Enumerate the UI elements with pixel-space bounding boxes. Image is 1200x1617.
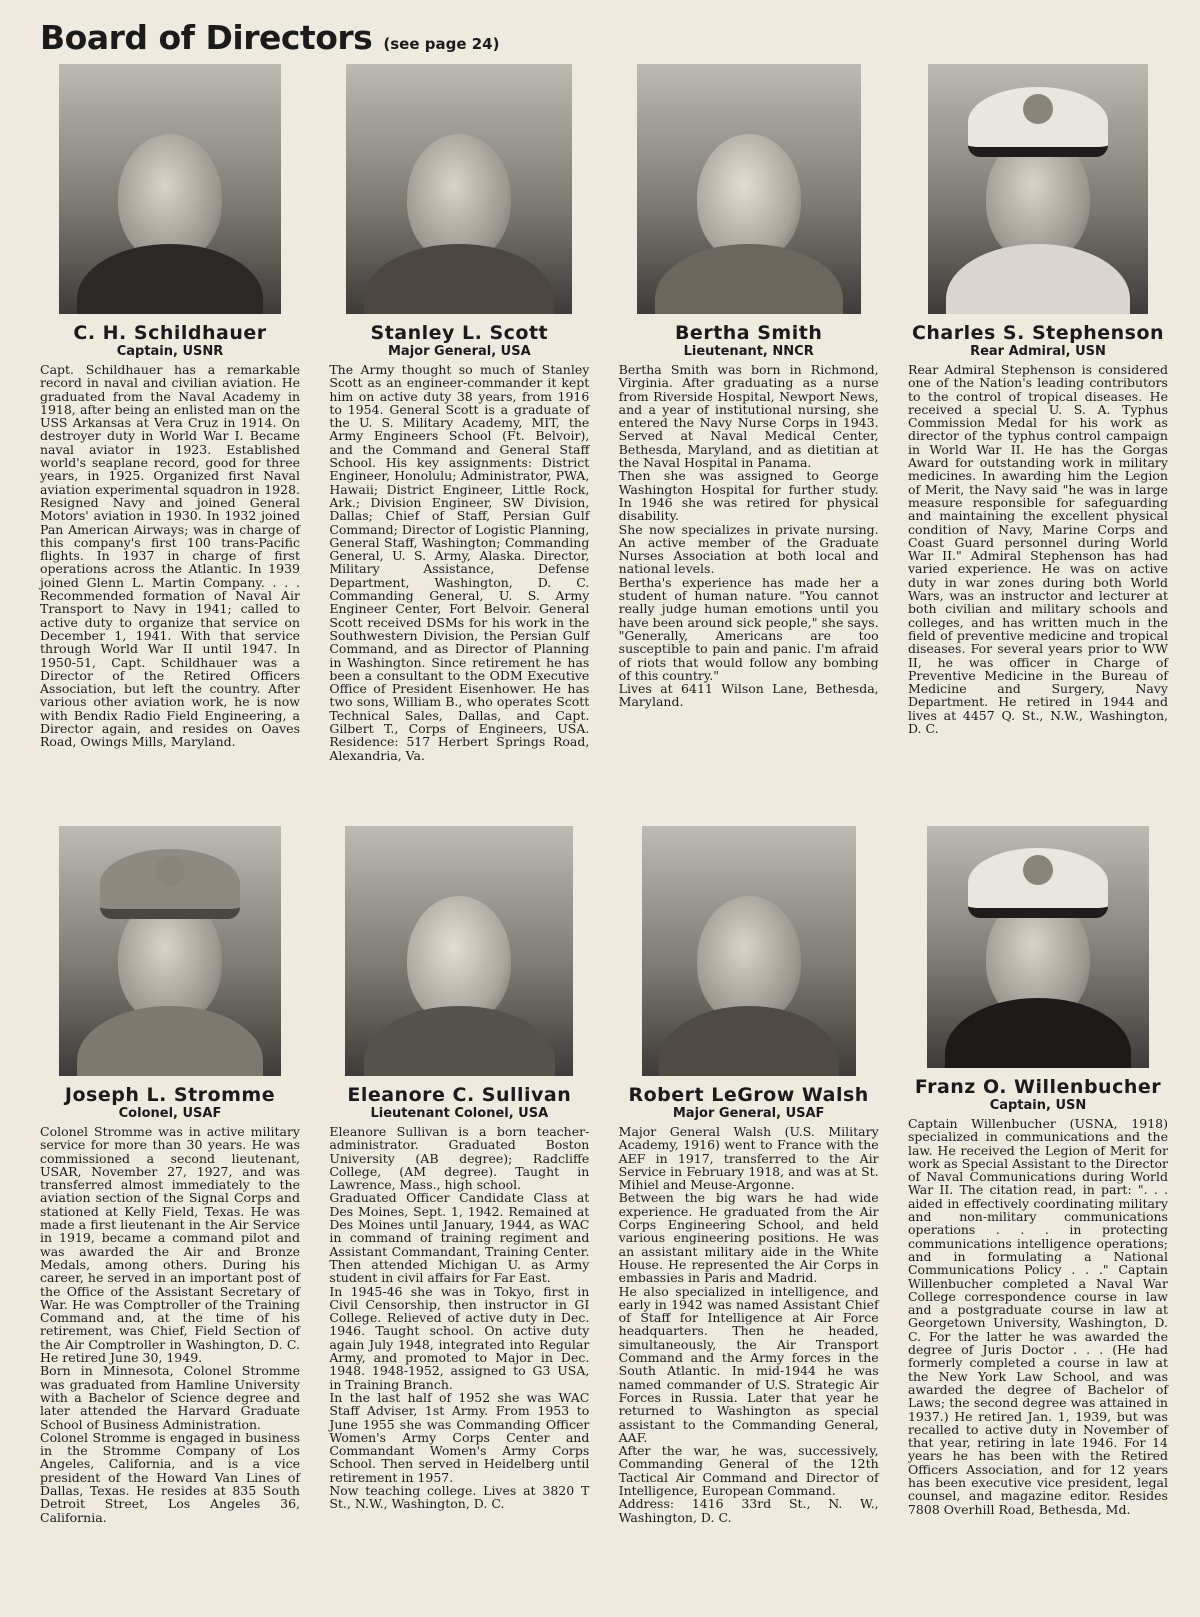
portrait-photo (345, 826, 573, 1076)
director-bio: Colonel Stromme was in active military service for more than 30 years. He was commissioned a second lieutenant, USAR, November 27, 1927, and was transferred almost immediately to the aviation section of the Signal Corps and stationed at Kelly Field, Texas. He was made a first lieutenant in the Air Service in 1919, became a command pilot and was awarded the Air and Bronze Medals, among others. During his career, he served in an important post of the Office of the Assistant Secretary of War. He was Comptroller of the Training Command and, at the time of his retirement, was Chief, Field Section of the Air Comptroller in Washington, D. C. He retired June 30, 1949. Born in Minnesota, Colonel Stromme was graduated from Hamline University with a Bachelor of Science degree and later attended the Harvard Graduate School of Business Administration. Colonel Stromme is engaged in business in the Stromme Company of Los Angeles, California, and is a vice president of the Howard Van Lines of Dallas, Texas. He resides at 835 South Detroit Street, Los Angeles 36, California. (40, 1124, 300, 1525)
director-name: Stanley L. Scott (370, 322, 549, 344)
director-card (619, 826, 879, 1524)
director-name: C. H. Schildhauer (73, 322, 267, 344)
director-bio: Capt. Schildhauer has a remarkable record in naval and civilian aviation. He graduated from the Naval Academy in 1918, after being an enlisted man on the USS Arkansas at Vera Cruz in 1914. On destroyer duty in World War I. Became naval aviator in 1923. Established world's seaplane record, good for three years, in 1925. Organized first Naval aviation experimental squadron in 1928. Resigned Navy and joined General Motors' aviation in 1930. In 1932 joined Pan American Airways; was in charge of this company's first 100 trans-Pacific flights. In 1937 in charge of first operations across the Atlantic. In 1939 joined Glenn L. Martin Company. . . . Recommended formation of Naval Air Transport to Navy in 1941; called to active duty to organize that service on December 1, 1941. With that service through World War II until 1947. In 1950-51, Capt. Schildhauer was a Director of the Retired Officers Association, but left the country. After various other aviation work, he is now with Bendix Radio Field Engineering, a Director again, and resides on Oaves Road, Owings Mills, Maryland. (40, 362, 300, 750)
director-card (329, 64, 589, 762)
director-name: Joseph L. Stromme (64, 1084, 276, 1106)
director-name: Franz O. Willenbucher (914, 1076, 1162, 1098)
director-bio: Rear Admiral Stephenson is considered one of the Nation's leading contributors to the control of tropical diseases. He received a special U. S. A. Typhus Commission Medal for his work as director of the typhus control campaign in World War II. He has the Gorgas Award for outstanding work in military medicines. In awarding him the Legion of Merit, the Navy said "he was in large measure responsible for safeguarding and maintaining the excellent physical condition of Navy, Marine Corps and Coast Guard personnel during World War II." Admiral Stephenson has had varied experience. He was on active duty in war zones during both World Wars, was an instructor and lecturer at both civilian and military schools and colleges, and has written much in the field of preventive medicine and tropical diseases. For several years prior to WW II, he was officer in Charge of Preventive Medicine in the Bureau of Medicine and Surgery, Navy Department. He retired in 1944 and lives at 4457 Q. St., N.W., Washington, D. C. (907, 362, 1168, 737)
portrait-photo (346, 64, 572, 314)
director-rank: Captain, USN (989, 1098, 1087, 1113)
director-rank: Major General, USA (387, 344, 531, 359)
director-rank: Rear Admiral, USN (970, 344, 1106, 359)
director-card (619, 64, 879, 762)
director-card (40, 826, 300, 1524)
portrait-photo (59, 64, 281, 314)
page-reference: (see page 24) (383, 35, 500, 53)
portrait-photo (637, 64, 861, 314)
director-card (329, 826, 589, 1524)
director-name: Bertha Smith (674, 322, 823, 344)
director-rank: Lieutenant, NNCR (683, 344, 814, 359)
director-name: Charles S. Stephenson (911, 322, 1165, 344)
director-rank: Captain, USNR (116, 344, 224, 359)
director-name: Eleanore C. Sullivan (347, 1084, 572, 1106)
director-bio: Eleanore Sullivan is a born teacher-administrator. Graduated Boston University (AB degree); Radcliffe College, (AM degree). Taught in Lawrence, Mass., high school. Graduated Officer Candidate Class at Des Moines, Sept. 1, 1942. Remained at Des Moines until January, 1944, as WAC in command of training regiment and Assistant Commandant, Training Center. Then attended Michigan U. as Army student in civil affairs for Far East. In 1945-46 she was in Tokyo, first in Civil Censorship, then instructor in GI College. Relieved of active duty in Dec. 1946. Taught school. On active duty again July 1948, integrated into Regular Army, and promoted to Major in Dec. 1948. 1948-1952, assigned to G3 USA, in Training Branch. In the last half of 1952 she was WAC Staff Adviser, 1st Army. From 1953 to June 1955 she was Commanding Officer Women's Army Corps Center and Commandant Women's Army Corps School. Then served in Heidelberg until retirement in 1957. Now teaching college. Lives at 3820 T St., N.W., Washington, D. C. (329, 1124, 590, 1512)
director-rank: Colonel, USAF (118, 1106, 222, 1121)
portrait-photo (642, 826, 856, 1076)
director-name: Robert LeGrow Walsh (628, 1084, 869, 1106)
portrait-photo (927, 826, 1149, 1068)
director-card (40, 64, 300, 762)
director-rank: Lieutenant Colonel, USA (370, 1106, 549, 1121)
director-rank: Major General, USAF (672, 1106, 825, 1121)
directors-row-top (40, 64, 1168, 762)
portrait-photo (59, 826, 281, 1076)
director-bio: Bertha Smith was born in Richmond, Virginia. After graduating as a nurse from Riverside Hospital, Newport News, and a year of institutional nursing, she entered the Navy Nurse Corps in 1943. Served at Naval Medical Center, Bethesda, Maryland, and as dietitian at the Naval Hospital in Panama. Then she was assigned to George Washington Hospital for further study. In 1946 she was retired for physical disability. She now specializes in private nursing. An active member of the Graduate Nurses Association at both local and national levels. Bertha's experience has made her a student of human nature. "You cannot really judge human emotions until you have been around sick people," she says. "Generally, Americans are too susceptible to pain and panic. I'm afraid of riots that would follow any bombing of this country." Lives at 6411 Wilson Lane, Bethesda, Maryland. (618, 362, 879, 710)
director-card (908, 64, 1168, 762)
director-bio: Major General Walsh (U.S. Military Academy, 1916) went to France with the AEF in 1917, transferred to the Air Service in February 1918, and was at St. Mihiel and Meuse-Argonne. Between the big wars he had wide experience. He graduated from the Air Corps Engineering School, and held various engineering positions. He was an assistant military aide in the White House. He represented the Air Corps in embassies in Paris and Madrid. He also specialized in intelligence, and early in 1942 was named Assistant Chief of Staff for Intelligence at Air Force headquarters. Then he headed, simultaneously, the Air Transport Command and the Army forces in the South Atlantic. In mid-1944 he was named commander of U.S. Strategic Air Forces in Russia. Later that year he returned to Washington as special assistant to the Commanding General, AAF. After the war, he was, successively, Commanding General of the 12th Tactical Air Command and Director of Intelligence, European Command. Address: 1416 33rd St., N. W., Washington, D. C. (618, 1124, 879, 1525)
page-header (40, 18, 499, 57)
directors-row-bottom (40, 826, 1168, 1524)
director-card (908, 826, 1168, 1524)
director-bio: The Army thought so much of Stanley Scott as an engineer-commander it kept him on active duty 38 years, from 1916 to 1954. General Scott is a graduate of the U. S. Military Academy, MIT, the Army Engineers School (Ft. Belvoir), and the Command and General Staff School. His key assignments: District Engineer, Honolulu; Administrator, PWA, Hawaii; District Engineer, Little Rock, Ark.; Division Engineer, SW Division, Dallas; Chief of Staff, Persian Gulf Command; Director of Logistic Planning, General Staff, Washington; Commanding General, U. S. Army, Alaska. Director, Military Assistance, Defense Department, Washington, D. C. Commanding General, U. S. Army Engineer Center, Fort Belvoir. General Scott received DSMs for his work in the Southwestern Division, the Persian Gulf Command, and as Director of Planning in Washington. Since retirement he has been a consultant to the ODM Executive Office of President Eisenhower. He has two sons, William B., who operates Scott Technical Sales, Dallas, and Capt. Gilbert T., Corps of Engineers, USA. Residence: 517 Herbert Springs Road, Alexandria, Va. (329, 362, 590, 763)
page-title: Board of Directors (40, 18, 373, 57)
director-bio: Captain Willenbucher (USNA, 1918) specialized in communications and the law. He received the Legion of Merit for work as Special Assistant to the Director of Naval Communications during World War II. The citation read, in part: ". . . aided in effectively coordinating military and non-military communications operations . . . in protecting communications intelligence operations; and in formulating a National Communications Policy . . ." Captain Willenbucher completed a Naval War College correspondence course in law and a postgraduate course in law at Georgetown University, Washington, D. C. For the latter he was awarded the degree of Juris Doctor . . . (He had formerly completed a course in law at the New York Law School, and was awarded the degree of Bachelor of Laws; the second degree was attained in 1937.) He retired Jan. 1, 1939, but was recalled to active duty in November of that year, retiring in late 1946. For 14 years he has been with the Retired Officers Association, and for 12 years has been executive vice president, legal counsel, and magazine editor. Resides 7808 Overhill Road, Bethesda, Md. (907, 1116, 1168, 1517)
portrait-photo (928, 64, 1148, 314)
